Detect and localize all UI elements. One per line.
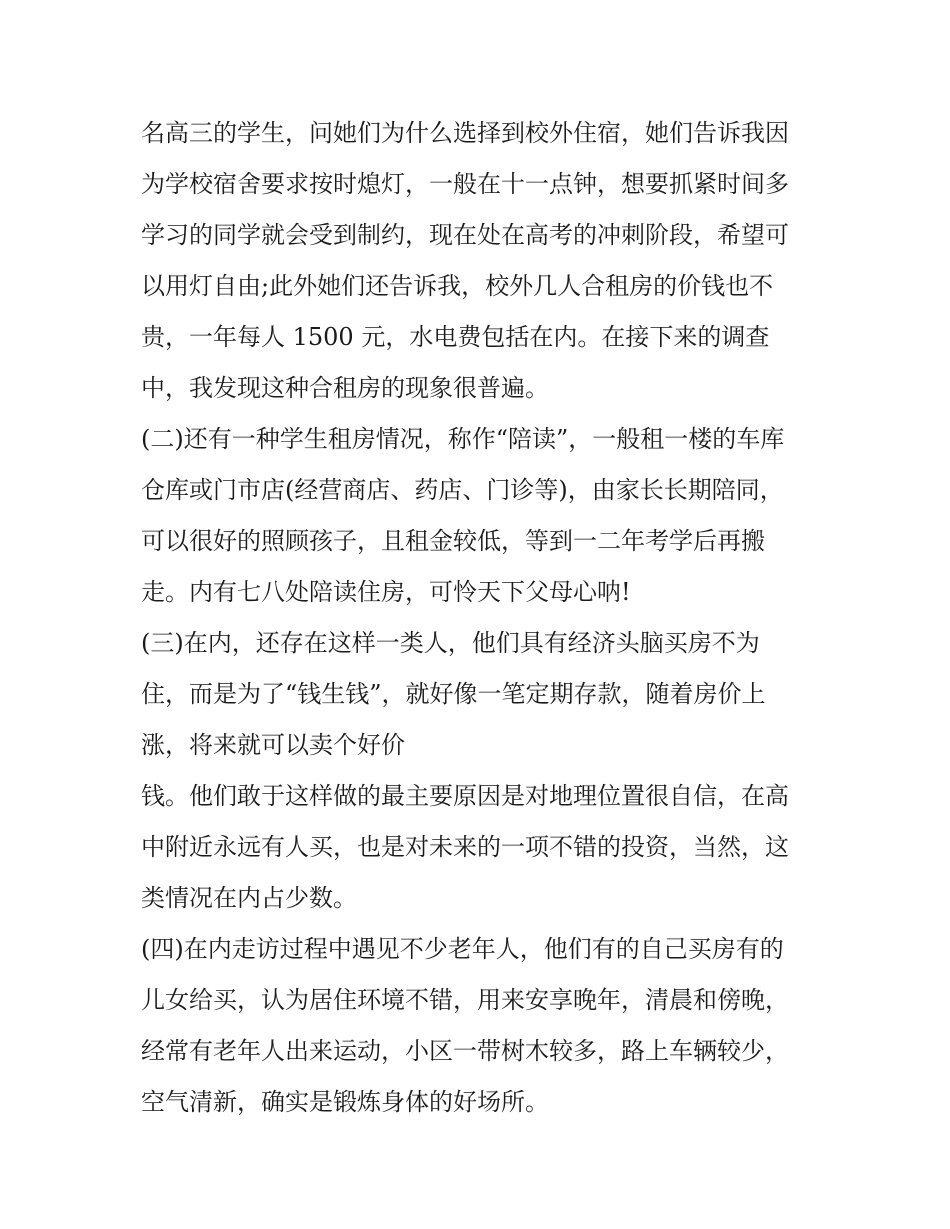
text-line: 贵，一年每人 1500 元，水电费包括在内。在接下来的调查 [141, 323, 770, 351]
text-line: 名高三的学生，问她们为什么选择到校外住宿，她们告诉我因 [141, 119, 789, 147]
text-line: 涨，将来就可以卖个好价 [141, 731, 405, 759]
text-line: 中，我发现这种合租房的现象很普遍。 [141, 374, 549, 402]
text-line: 住，而是为了“钱生钱”，就好像一笔定期存款，随着房价上 [141, 680, 766, 708]
text-line: 经常有老年人出来运动，小区一带树木较多，路上车辆较少， [141, 1037, 789, 1065]
text-line: (四)在内走访过程中遇见不少老年人，他们有的自己买房有的 [141, 935, 784, 963]
text-line: 儿女给买，认为居住环境不错，用来安享晚年，清晨和傍晚， [141, 986, 789, 1014]
text-line: 仓库或门市店(经营商店、药店、门诊等)，由家长长期陪同， [141, 476, 784, 504]
text-line: 为学校宿舍要求按时熄灯，一般在十一点钟，想要抓紧时间多 [141, 170, 789, 198]
text-line: (二)还有一种学生租房情况，称作“陪读”，一般租一楼的车库 [141, 425, 785, 453]
text-line: 类情况在内占少数。 [141, 884, 357, 912]
text-line: 可以很好的照顾孩子，且租金较低，等到一二年考学后再搬 [141, 527, 765, 555]
text-line: 中附近永远有人买，也是对未来的一项不错的投资，当然，这 [141, 833, 789, 861]
text-line: 学习的同学就会受到制约，现在处在高考的冲刺阶段，希望可 [141, 221, 789, 249]
text-line: 走。内有七八处陪读住房，可怜天下父母心呐! [141, 578, 631, 606]
body-text [141, 108, 841, 1128]
text-line: 钱。他们敢于这样做的最主要原因是对地理位置很自信，在高 [141, 782, 789, 810]
text-line: 以用灯自由;此外她们还告诉我，校外几人合租房的价钱也不 [141, 272, 774, 300]
text-line: 空气清新，确实是锻炼身体的好场所。 [141, 1088, 549, 1116]
text-line: (三)在内，还存在这样一类人，他们具有经济头脑买房不为 [141, 629, 760, 657]
